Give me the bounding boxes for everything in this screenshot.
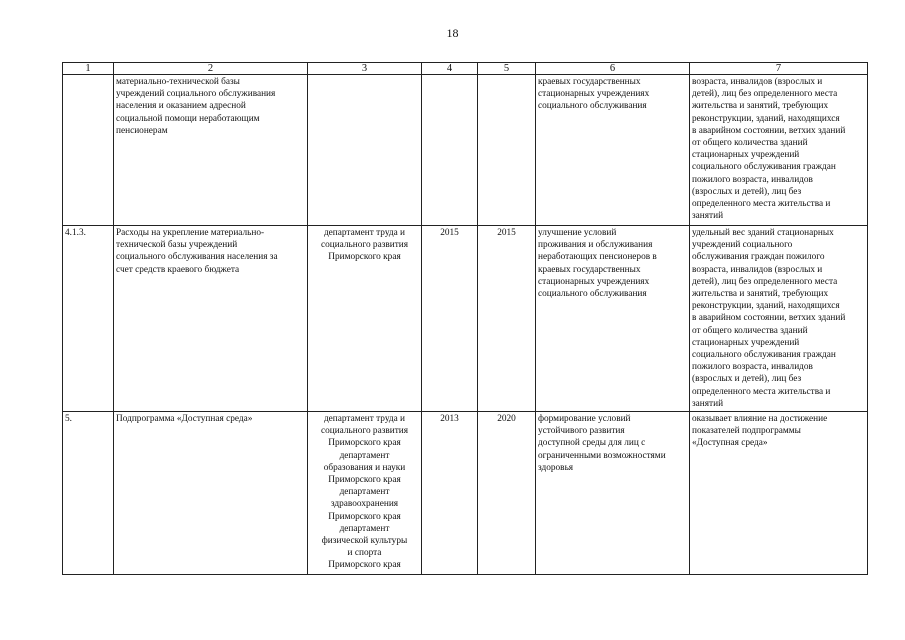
cell-text: материально-технической базы учреждений социального обслуживания населения и оказанием адресной социальной помощи неработающим пенсионерам	[116, 77, 276, 136]
page-number: 18	[446, 26, 459, 40]
cell-text: оказывает влияние на достижение показателей подпрограммы «Доступная среда»	[692, 414, 828, 449]
indicator-cell	[690, 226, 868, 412]
activity-cell	[114, 226, 308, 412]
cell-text: 4.1.3.	[65, 228, 86, 238]
indicator-cell	[690, 412, 868, 575]
column-header: 5	[478, 63, 536, 75]
cell-text: Расходы на укрепление материально- технической базы учреждений социального обслуживания населения за счет средств краевого бюджета	[116, 228, 278, 275]
end-year-cell	[478, 412, 536, 575]
row-number-cell	[63, 226, 114, 412]
cell-text: 2020	[497, 414, 516, 425]
executor-cell	[308, 226, 422, 412]
start-year-cell	[422, 412, 478, 575]
activity-cell	[114, 412, 308, 575]
cell-text: 2013	[440, 414, 459, 425]
row-number-cell	[63, 412, 114, 575]
indicator-cell	[690, 75, 868, 226]
end-year-cell	[478, 75, 536, 226]
cell-text: краевых государственных стационарных учреждениях социального обслуживания	[538, 77, 650, 112]
column-header: 3	[308, 63, 422, 75]
cell-text: Подпрограмма «Доступная среда»	[116, 414, 253, 425]
cell-text: улучшение условий проживания и обслуживания неработающих пенсионеров в краевых государственных стационарных учреждениях социального обслуживания	[538, 228, 657, 300]
column-header: 6	[536, 63, 690, 75]
cell-text: 5.	[65, 414, 72, 425]
cell-text: формирование условий устойчивого развития доступной среды для лиц с ограниченными возможностями здоровья	[538, 414, 666, 473]
table-row	[63, 75, 868, 226]
column-header: 4	[422, 63, 478, 75]
expected-result-cell	[536, 75, 690, 226]
expected-result-cell	[536, 412, 690, 575]
program-table	[62, 62, 868, 575]
start-year-cell	[422, 75, 478, 226]
activity-cell	[114, 75, 308, 226]
end-year-cell	[478, 226, 536, 412]
table-row	[63, 226, 868, 412]
cell-text: 2015	[497, 228, 516, 238]
cell-text: возраста, инвалидов (взрослых и детей), лиц без определенного места жительства и занятий, требующих реконструкции, зданий, находящихся в аварийном состоянии, ветхих зданий от общего количества зданий стационарных учреждений социального обслуживания граждан пожилого возраста, инвалидов (взрослых и детей), лиц без определенного места жительства и занятий	[692, 77, 846, 222]
cell-text: департамент труда и социального развития Приморского края департамент образования и науки Приморского края департамент здравоохранения Приморского края департамент физической культуры и спорта Приморского края	[320, 414, 409, 571]
executor-cell	[308, 412, 422, 575]
header-row	[63, 63, 868, 75]
column-header: 2	[114, 63, 308, 75]
cell-text: департамент труда и социального развития Приморского края	[320, 228, 409, 263]
executor-cell	[308, 75, 422, 226]
column-header: 1	[63, 63, 114, 75]
column-header: 7	[690, 63, 868, 75]
cell-text: 2015	[440, 228, 459, 238]
table-row	[63, 412, 868, 575]
start-year-cell	[422, 226, 478, 412]
row-number-cell	[63, 75, 114, 226]
expected-result-cell	[536, 226, 690, 412]
cell-text: удельный вес зданий стационарных учреждений социального обслуживания граждан пожилого возраста, инвалидов (взрослых и детей), лиц без определенного места жительства и занятий, требующих реконструкции, зданий, находящихся в аварийном состоянии, ветхих зданий от общего количества зданий стационарных учреждений социального обслуживания граждан пожилого возраста, инвалидов (взрослых и детей), лиц без определенного места жительства и занятий	[692, 228, 846, 409]
